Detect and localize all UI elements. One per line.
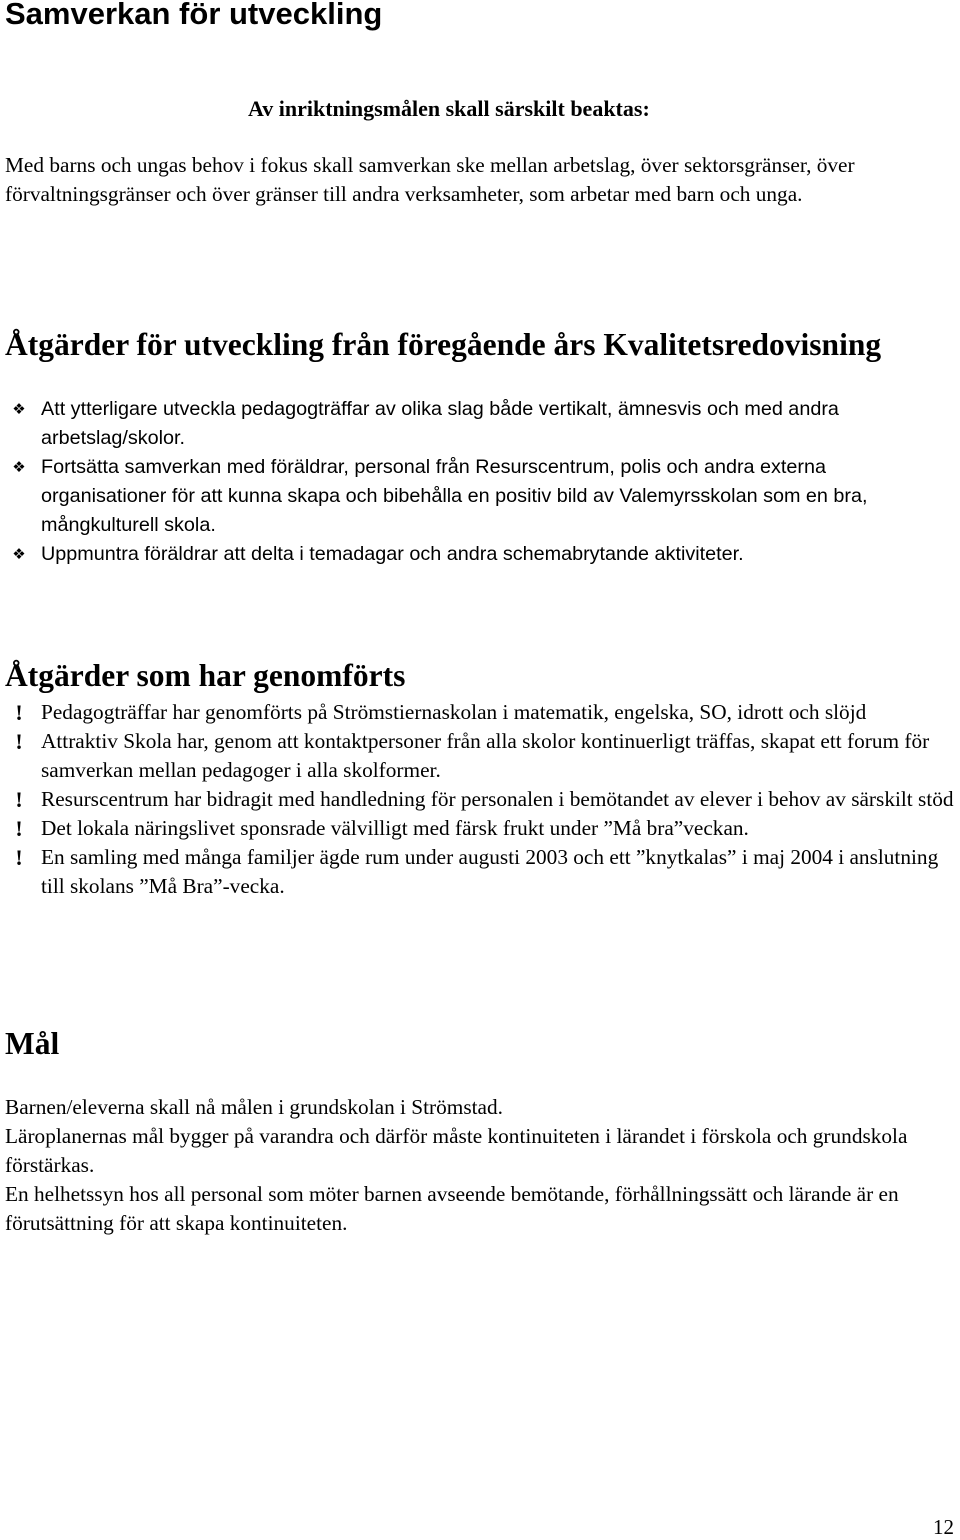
done-heading: Åtgärder som har genomförts — [5, 658, 406, 693]
diamond-bullet-icon: ❖ — [12, 545, 26, 563]
done-list-item — [0, 727, 955, 785]
measures-item-text: Uppmuntra föräldrar att delta i temadagar och andra schemabrytande aktiviteter. — [41, 543, 744, 565]
goal-paragraph: Läroplanernas mål bygger på varandra och därför måste kontinuiteten i lärandet i förskola och grundskola förstärkas. — [5, 1124, 908, 1177]
measures-list-item — [0, 540, 955, 569]
measures-item-text: Att ytterligare utveckla pedagogträffar av olika slag både vertikalt, ämnesvis och med andra arbetslag/skolor. — [41, 398, 839, 449]
done-item-text: Det lokala näringslivet sponsrade välvilligt med färsk frukt under ”Må bra”veckan. — [41, 816, 749, 840]
exclamation-bullet-icon: ! — [15, 729, 23, 754]
done-list-item — [0, 843, 955, 901]
diamond-bullet-icon: ❖ — [12, 400, 26, 418]
exclamation-bullet-icon: ! — [15, 816, 23, 841]
exclamation-bullet-icon: ! — [15, 700, 23, 725]
goal-paragraph: Barnen/eleverna skall nå målen i grundskolan i Strömstad. — [5, 1095, 503, 1119]
done-list — [0, 698, 955, 901]
done-item-text: Resurscentrum har bidragit med handledning för personalen i bemötandet av elever i behov av särskilt stöd — [41, 787, 954, 811]
done-list-item — [0, 698, 955, 727]
done-item-text: Pedagogträffar har genomförts på Strömstiernaskolan i matematik, engelska, SO, idrott och slöjd — [41, 700, 867, 724]
done-item-text: En samling med många familjer ägde rum under augusti 2003 och ett ”knytkalas” i maj 2004 i anslutning till skolans ”Må Bra”-vecka. — [41, 845, 939, 898]
goal-paragraph: En helhetssyn hos all personal som möter barnen avseende bemötande, förhållningssätt och lärande är en förutsättning för att skapa kontinuiteten. — [5, 1182, 899, 1235]
diamond-bullet-icon: ❖ — [12, 458, 26, 476]
measures-list-item — [0, 453, 955, 540]
measures-list — [0, 395, 955, 569]
done-item-text: Attraktiv Skola har, genom att kontaktpersoner från alla skolor kontinuerligt träffas, skapat ett forum för samverkan mellan pedagoger i alla skolformer. — [41, 729, 930, 782]
measures-heading: Åtgärder för utveckling från föregående års Kvalitetsredovisning — [5, 327, 882, 362]
subheading: Av inriktningsmålen skall särskilt beaktas: — [248, 96, 650, 121]
measures-item-text: Fortsätta samverkan med föräldrar, personal från Resurscentrum, polis och andra externa organisationer för att kunna skapa och bibehålla en positiv bild av Valemyrsskolan som en bra, mångkulturell skola. — [41, 456, 868, 536]
goal-heading: Mål — [5, 1026, 60, 1061]
exclamation-bullet-icon: ! — [15, 787, 23, 812]
exclamation-bullet-icon: ! — [15, 845, 23, 870]
page-number: 12 — [933, 1515, 954, 1539]
intro-paragraph: Med barns och ungas behov i fokus skall samverkan ske mellan arbetslag, över sektorsgränser, över förvaltningsgränser och över gränser till andra verksamheter, som arbetar med barn och unga. — [5, 153, 855, 206]
page-title: Samverkan för utveckling — [5, 0, 383, 31]
measures-list-item — [0, 395, 955, 453]
done-list-item — [0, 785, 955, 814]
done-list-item — [0, 814, 955, 843]
